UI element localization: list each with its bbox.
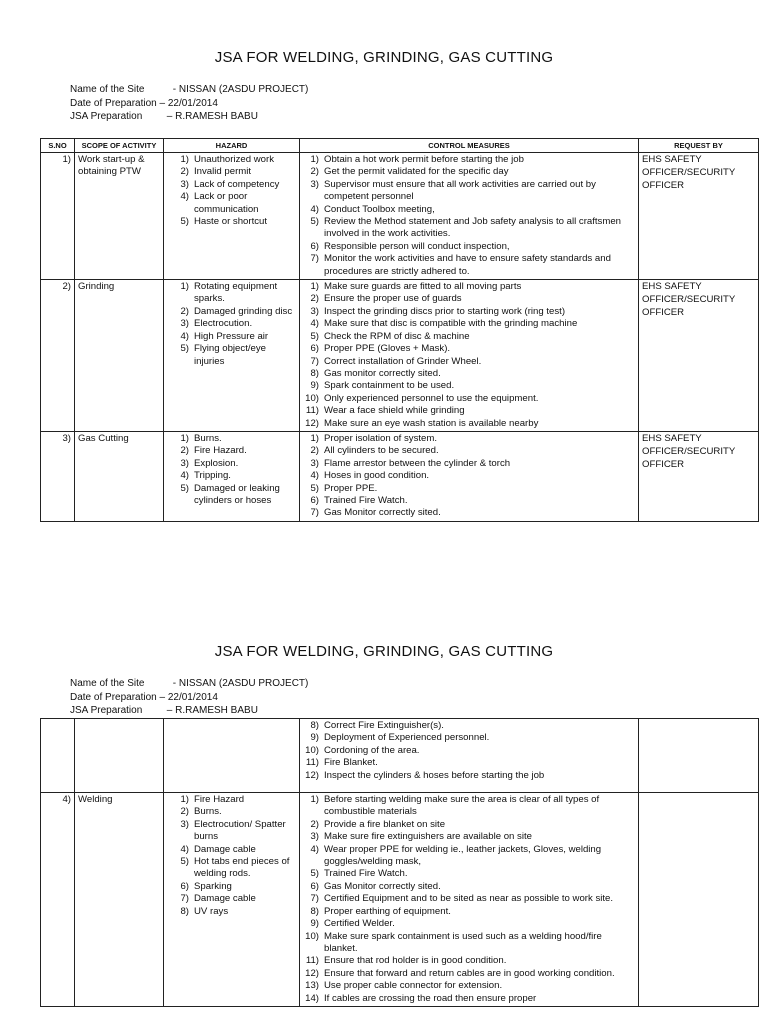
item-number: 6) (310, 880, 319, 892)
scope-cell: Work start-up & obtaining PTW (75, 153, 164, 280)
item-text: Cordoning of the area. (324, 744, 420, 756)
item-text: Invalid permit (194, 166, 252, 178)
scope-cell (75, 719, 164, 793)
item-text: Conduct Toolbox meeting, (324, 203, 435, 215)
item-text: Make sure guards are fitted to all moving parts (324, 281, 522, 293)
item-text: Check the RPM of disc & machine (324, 330, 470, 342)
meta-label: Date of Preparation (70, 691, 157, 703)
item-number: 7) (310, 507, 319, 519)
item-text: Correct Fire Extinguisher(s). (324, 720, 444, 731)
jsa-table-continued (40, 718, 759, 1007)
header-request-by: REQUEST BY (639, 139, 759, 153)
control-measure-item (303, 980, 635, 992)
item-text: Certified Welder. (324, 918, 395, 930)
document-meta (70, 677, 308, 718)
control-measure-item (303, 483, 635, 495)
page-title: JSA FOR WELDING, GRINDING, GAS CUTTING (214, 643, 554, 660)
item-text: Make sure an eye wash station is available nearby (324, 417, 539, 429)
control-measure-item (303, 318, 635, 330)
item-number: 12) (305, 417, 319, 429)
item-number: 6) (180, 880, 189, 892)
meta-preparer-row (70, 110, 308, 124)
table-row (41, 280, 759, 432)
item-number: 8) (310, 367, 319, 379)
item-text: Obtain a hot work permit before starting the job (324, 154, 524, 165)
meta-value: – 22/01/2014 (159, 691, 218, 703)
hazard-item (167, 844, 296, 856)
item-text: Wear a face shield while grinding (324, 405, 465, 417)
request-by-line: EHS SAFETY (642, 154, 702, 165)
control-measures-list (303, 281, 635, 430)
control-measures-cell (300, 153, 639, 280)
meta-date-row (70, 97, 308, 111)
hazard-cell (164, 793, 300, 1007)
item-number: 2) (180, 806, 189, 818)
item-text: Burns. (194, 806, 222, 818)
control-measure-item (303, 819, 635, 831)
item-number: 10) (305, 392, 319, 404)
document-page-2 (0, 594, 768, 1024)
item-text: Flame arrestor between the cylinder & torch (324, 457, 511, 469)
item-number: 4) (310, 470, 319, 482)
control-measures-cell (300, 280, 639, 432)
item-text: Only experienced personnel to use the equipment. (324, 392, 539, 404)
control-measure-item (303, 794, 635, 819)
control-measure-item (303, 393, 635, 405)
item-text: Sparking (194, 880, 232, 892)
item-text: Lack of competency (194, 178, 280, 190)
item-number: 11) (305, 405, 319, 417)
control-measure-item (303, 418, 635, 430)
meta-preparer-row (70, 704, 308, 718)
item-text: Inspect the cylinders & hoses before starting the job (324, 769, 545, 781)
header-scope: SCOPE OF ACTIVITY (75, 139, 164, 153)
control-measure-item (303, 204, 635, 216)
item-number: 7) (310, 253, 319, 265)
control-measure-item (303, 868, 635, 880)
item-text: Damage cable (194, 843, 256, 855)
control-measure-item (303, 906, 635, 918)
item-text: Review the Method statement and Job safety analysis to all craftsmen involved in the work activities. (324, 216, 622, 240)
hazard-item (167, 281, 296, 306)
item-text: Fire Blanket. (324, 757, 378, 769)
item-text: Fire Hazard. (194, 445, 247, 457)
hazard-cell (164, 719, 300, 793)
item-text: Get the permit validated for the specific day (324, 166, 509, 178)
item-text: Supervisor must ensure that all work activities are carried out by competent personnel (324, 178, 596, 203)
item-number: 6) (310, 343, 319, 355)
control-measure-item (303, 343, 635, 355)
item-number: 6) (310, 240, 319, 252)
hazard-item (167, 819, 296, 844)
item-number: 2) (310, 818, 319, 830)
item-number: 12) (305, 769, 319, 781)
item-number: 3) (310, 831, 319, 843)
item-number: 2) (180, 445, 189, 457)
hazard-list (167, 433, 296, 507)
header-hazard: HAZARD (164, 139, 300, 153)
item-number: 4) (310, 203, 319, 215)
hazard-item (167, 318, 296, 330)
control-measure-item (303, 831, 635, 843)
item-text: All cylinders to be secured. (324, 445, 439, 457)
item-text: Ensure the proper use of guards (324, 293, 462, 305)
control-measure-item (303, 241, 635, 253)
item-text: Responsible person will conduct inspection, (324, 240, 510, 252)
page-title: JSA FOR WELDING, GRINDING, GAS CUTTING (214, 49, 554, 66)
control-measures-cell (300, 719, 639, 793)
control-measure-item (303, 745, 635, 757)
hazard-item (167, 794, 296, 806)
control-measure-item (303, 166, 635, 178)
control-measure-item (303, 179, 635, 204)
hazard-item (167, 154, 296, 166)
item-number: 13) (305, 980, 319, 992)
item-number: 8) (180, 905, 189, 917)
hazard-item (167, 893, 296, 905)
control-measure-item (303, 470, 635, 482)
item-number: 7) (180, 893, 189, 905)
item-text: Make sure spark containment is used such as a welding hood/fire blanket. (324, 930, 602, 954)
hazard-item (167, 470, 296, 482)
item-text: Spark containment to be used. (324, 380, 455, 392)
item-number: 3) (180, 178, 189, 190)
sno-cell: 3) (41, 431, 75, 521)
item-text: Monitor the work activities and have to ensure safety standards and procedures are strictly adhered to. (324, 253, 611, 277)
item-text: Proper earthing of equipment. (324, 905, 451, 917)
meta-label: Date of Preparation (70, 97, 157, 109)
hazard-item (167, 216, 296, 228)
meta-label: JSA Preparation (70, 111, 143, 122)
item-number: 9) (310, 380, 319, 392)
item-number: 5) (310, 330, 319, 342)
control-measure-item (303, 405, 635, 417)
control-measure-item (303, 507, 635, 519)
control-measure-item (303, 306, 635, 318)
hazard-item (167, 166, 296, 178)
request-by-line: OFFICER (642, 306, 685, 318)
hazard-item (167, 806, 296, 818)
request-by-cell (639, 153, 759, 280)
item-text: Electrocution. (194, 318, 253, 330)
item-number: 14) (305, 992, 319, 1004)
item-text: Deployment of Experienced personnel. (324, 732, 490, 744)
hazard-list (167, 794, 296, 918)
meta-label: Name of the Site (70, 84, 145, 95)
scope-cell: Welding (75, 793, 164, 1007)
item-text: Use proper cable connector for extension. (324, 980, 503, 992)
request-by-line: OFFICER (642, 458, 685, 470)
hazard-item (167, 306, 296, 318)
meta-value: - NISSAN (2ASDU PROJECT) (172, 84, 309, 95)
item-number: 2) (310, 166, 319, 178)
item-number: 4) (180, 330, 189, 342)
item-text: Flying object/eye injuries (194, 343, 266, 367)
control-measure-item (303, 445, 635, 457)
item-text: Make sure fire extinguishers are available on site (324, 831, 532, 843)
meta-date-row (70, 691, 308, 705)
item-number: 5) (180, 856, 189, 868)
item-text: Proper PPE. (324, 482, 378, 494)
meta-value: – R.RAMESH BABU (166, 705, 258, 716)
control-measures-cell (300, 431, 639, 521)
jsa-table (40, 138, 759, 522)
table-row (41, 153, 759, 280)
item-number: 1) (310, 432, 319, 444)
meta-value: - NISSAN (2ASDU PROJECT) (172, 678, 309, 689)
request-by-line: EHS SAFETY (642, 432, 702, 444)
header-sno: S.NO (41, 139, 75, 153)
control-measure-item (303, 281, 635, 293)
item-number: 4) (180, 843, 189, 855)
item-text: Rotating equipment sparks. (194, 281, 278, 305)
item-text: Ensure that forward and return cables are in good working condition. (324, 967, 615, 979)
meta-label: Name of the Site (70, 678, 145, 689)
control-measure-item (303, 380, 635, 392)
control-measure-item (303, 844, 635, 869)
control-measure-item (303, 931, 635, 956)
item-number: 5) (180, 482, 189, 494)
hazard-item (167, 906, 296, 918)
request-by-line: EHS SAFETY (642, 281, 702, 293)
item-number: 5) (310, 868, 319, 880)
item-text: Damaged grinding disc (194, 305, 293, 317)
item-number: 8) (310, 905, 319, 917)
control-measure-item (303, 968, 635, 980)
request-by-cell (639, 280, 759, 432)
item-number: 5) (180, 216, 189, 228)
item-number: 1) (310, 794, 319, 806)
control-measure-item (303, 720, 635, 732)
item-number: 2) (310, 445, 319, 457)
item-number: 2) (180, 305, 189, 317)
item-text: Gas Monitor correctly sited. (324, 507, 441, 519)
hazard-item (167, 483, 296, 508)
item-text: Damage cable (194, 893, 256, 905)
item-text: Certified Equipment and to be sited as near as possible to work site. (324, 893, 614, 905)
hazard-list (167, 281, 296, 368)
item-text: Correct installation of Grinder Wheel. (324, 355, 482, 367)
item-text: Explosion. (194, 457, 239, 469)
item-number: 4) (180, 470, 189, 482)
hazard-cell (164, 280, 300, 432)
hazard-item (167, 433, 296, 445)
control-measure-item (303, 368, 635, 380)
control-measure-item (303, 757, 635, 769)
hazard-list (167, 154, 296, 228)
hazard-item (167, 331, 296, 343)
control-measure-item (303, 216, 635, 241)
item-text: Gas monitor correctly sited. (324, 367, 441, 379)
table-row (41, 793, 759, 1007)
item-text: Inspect the grinding discs prior to starting work (ring test) (324, 305, 566, 317)
table-row-continuation (41, 719, 759, 793)
meta-value: – R.RAMESH BABU (166, 111, 258, 122)
control-measure-item (303, 293, 635, 305)
item-number: 5) (310, 482, 319, 494)
control-measure-item (303, 893, 635, 905)
hazard-item (167, 445, 296, 457)
item-number: 5) (180, 343, 189, 355)
item-number: 4) (310, 843, 319, 855)
sno-cell: 1) (41, 153, 75, 280)
control-measure-item (303, 458, 635, 470)
control-measures-list (303, 794, 635, 1005)
item-text: UV rays (194, 905, 229, 917)
item-number: 3) (310, 457, 319, 469)
meta-site-row (70, 677, 308, 691)
hazard-cell (164, 153, 300, 280)
hazard-item (167, 179, 296, 191)
hazard-item (167, 191, 296, 216)
item-text: Tripping. (194, 470, 231, 482)
item-text: Wear proper PPE for welding ie., leather jackets, Gloves, welding goggles/welding mask, (324, 843, 602, 868)
meta-value: – 22/01/2014 (159, 97, 218, 109)
item-number: 11) (305, 757, 319, 769)
item-number: 7) (310, 355, 319, 367)
item-text: Hoses in good condition. (324, 470, 430, 482)
hazard-item (167, 881, 296, 893)
control-measures-list (303, 154, 635, 278)
request-by-cell (639, 719, 759, 793)
item-text: Hot tabs end pieces of welding rods. (194, 856, 290, 880)
item-text: Electrocution/ Spatter burns (194, 818, 286, 843)
item-number: 10) (305, 744, 319, 756)
item-text: Make sure that disc is compatible with the grinding machine (324, 318, 578, 330)
item-number: 9) (310, 732, 319, 744)
item-text: Fire Hazard (194, 794, 245, 806)
item-number: 1) (180, 432, 189, 444)
control-measure-item (303, 253, 635, 278)
header-control-measures: CONTROL MEASURES (300, 139, 639, 153)
item-number: 4) (180, 191, 189, 203)
item-number: 3) (180, 318, 189, 330)
item-number: 3) (180, 818, 189, 830)
item-text: Provide a fire blanket on site (324, 818, 446, 830)
control-measure-item (303, 955, 635, 967)
item-number: 9) (310, 918, 319, 930)
control-measure-item (303, 331, 635, 343)
sno-cell (41, 719, 75, 793)
request-by-line: OFFICER/SECURITY (642, 293, 736, 305)
control-measures-list (303, 720, 635, 782)
item-text: Damaged or leaking cylinders or hoses (194, 482, 280, 506)
document-meta (70, 83, 308, 124)
item-number: 7) (310, 893, 319, 905)
control-measure-item (303, 154, 635, 166)
item-number: 11) (305, 955, 319, 967)
item-text: If cables are crossing the road then ensure proper (324, 992, 537, 1004)
item-text: Lack or poor communication (194, 191, 259, 215)
item-number: 3) (180, 457, 189, 469)
item-number: 1) (180, 154, 189, 165)
scope-cell: Gas Cutting (75, 431, 164, 521)
item-text: High Pressure air (194, 330, 269, 342)
hazard-item (167, 856, 296, 881)
item-number: 2) (180, 166, 189, 178)
item-text: Ensure that rod holder is in good condition. (324, 955, 507, 967)
item-text: Proper isolation of system. (324, 432, 438, 444)
sno-cell: 2) (41, 280, 75, 432)
item-number: 3) (310, 178, 319, 190)
item-text: Before starting welding make sure the area is clear of all types of combustible materials (324, 794, 600, 818)
request-by-cell (639, 793, 759, 1007)
item-number: 8) (310, 720, 319, 731)
meta-label: JSA Preparation (70, 705, 143, 716)
item-text: Unauthorized work (194, 154, 274, 165)
item-text: Burns. (194, 432, 222, 444)
control-measures-cell (300, 793, 639, 1007)
scope-cell: Grinding (75, 280, 164, 432)
meta-site-row (70, 83, 308, 97)
item-number: 1) (310, 281, 319, 293)
table-header-row (41, 139, 759, 153)
item-number: 6) (310, 494, 319, 506)
item-number: 1) (180, 281, 189, 293)
item-text: Proper PPE (Gloves + Mask). (324, 343, 451, 355)
item-number: 12) (305, 967, 319, 979)
control-measure-item (303, 732, 635, 744)
table-row (41, 431, 759, 521)
sno-cell: 4) (41, 793, 75, 1007)
item-text: Haste or shortcut (194, 216, 268, 228)
item-number: 4) (310, 318, 319, 330)
item-text: Trained Fire Watch. (324, 494, 408, 506)
control-measure-item (303, 993, 635, 1005)
control-measures-list (303, 433, 635, 520)
control-measure-item (303, 918, 635, 930)
request-by-line: OFFICER/SECURITY (642, 166, 736, 178)
request-by-cell (639, 431, 759, 521)
control-measure-item (303, 770, 635, 782)
hazard-cell (164, 431, 300, 521)
hazard-item (167, 343, 296, 368)
item-number: 10) (305, 930, 319, 942)
hazard-item (167, 458, 296, 470)
control-measure-item (303, 356, 635, 368)
item-number: 2) (310, 293, 319, 305)
item-number: 5) (310, 216, 319, 228)
item-text: Gas Monitor correctly sited. (324, 880, 441, 892)
item-number: 3) (310, 305, 319, 317)
item-number: 1) (180, 794, 189, 806)
request-by-line: OFFICER/SECURITY (642, 445, 736, 457)
control-measure-item (303, 433, 635, 445)
item-number: 1) (310, 154, 319, 165)
request-by-line: OFFICER (642, 179, 685, 191)
control-measure-item (303, 881, 635, 893)
control-measure-item (303, 495, 635, 507)
item-text: Trained Fire Watch. (324, 868, 408, 880)
